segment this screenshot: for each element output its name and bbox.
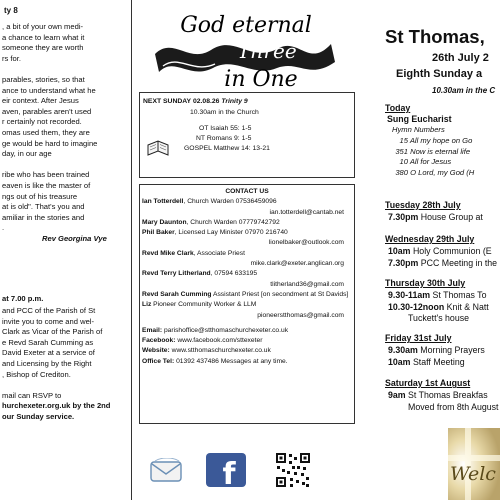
contact-role: Assistant Priest	[211, 290, 260, 298]
contact-role: , Associate Priest	[193, 249, 245, 257]
contact-person	[140, 269, 354, 279]
reading-book: NT	[196, 135, 205, 142]
event-line: mail can RSVP to	[2, 390, 62, 400]
reading-book: OT	[199, 125, 209, 132]
logo-text-2: Three	[237, 39, 297, 63]
contact-name: Ian Totterdell	[142, 198, 184, 206]
event-line: e Revd Sarah Cumming as	[2, 337, 94, 347]
contact-role: ,	[210, 270, 213, 278]
reflection-line: eir context. After Jesus	[2, 96, 79, 106]
contact-person	[140, 290, 354, 300]
event-line: , Bishop of Crediton.	[2, 369, 71, 379]
service-time: 10.30am in the C	[432, 86, 496, 95]
next-sunday-title: Trinity 9	[221, 98, 248, 105]
welcome-graphic	[448, 428, 500, 500]
reflection-line: someone they are worth	[2, 43, 84, 53]
event-line: hurchexeter.org.uk by the 2nd	[2, 401, 111, 411]
today-service	[387, 114, 452, 124]
hymn-number: 10	[399, 157, 408, 166]
reflection-line: , a bit of your own medi-	[2, 22, 84, 31]
website-label: Website:	[142, 347, 170, 355]
reflection-line: parables, stories, so that	[2, 75, 85, 84]
reflection-line: ge would be hard to imagine	[2, 138, 98, 148]
reflection-line: omas used them, they are	[2, 128, 90, 137]
contact-person	[140, 197, 354, 207]
contact-name: Revd Sarah Cumming	[142, 290, 212, 298]
reading-book: GOSPEL	[184, 145, 212, 152]
hymn-row	[388, 168, 474, 177]
reading-row	[184, 145, 270, 152]
email-icon[interactable]	[149, 458, 185, 484]
signature: Rev Georgina Vye	[42, 234, 107, 243]
event-text: Staff Meeting	[410, 356, 465, 367]
event-text: House Group at	[418, 212, 483, 222]
event-line: and PCC of the Parish of St	[2, 306, 96, 315]
event-line: Clark as Vicar of the Parish of	[2, 327, 103, 337]
contact-person	[140, 228, 354, 238]
event-row	[388, 302, 489, 312]
office-phone: 01392 437486 Messages at any time.	[176, 357, 288, 365]
reflection-line: a chance to learn what it	[2, 32, 85, 42]
reflection-line: .	[2, 223, 5, 233]
next-sunday-date: 02.08.26	[192, 98, 220, 105]
service-date: 26th July 2	[432, 52, 489, 64]
hymn-title: All for Jesus	[409, 157, 452, 166]
reading-ref: Isaiah 55: 1-5	[210, 125, 252, 132]
day-heading: Tuesday 28th July	[385, 200, 461, 210]
reflection-line: ance to understand what he	[2, 85, 96, 95]
church-name: St Thomas,	[385, 26, 485, 47]
event-row	[388, 345, 485, 355]
contact-name: Revd Mike Clark	[142, 249, 194, 257]
event-row	[388, 212, 483, 222]
bible-icon	[146, 137, 170, 159]
hymn-row	[388, 147, 470, 156]
facebook-label: Facebook:	[142, 337, 176, 345]
reflection-line: eaven is like the master of	[2, 181, 91, 190]
event-text: Holy Communion (E	[410, 246, 492, 256]
contact-name: Mary Daunton	[142, 218, 187, 226]
hymn-number: 351	[395, 146, 408, 156]
email-link[interactable]: parishoffice@stthomaschurchexeter.co.uk	[163, 326, 289, 334]
event-line: our Sunday service.	[2, 412, 75, 421]
contact-box	[139, 184, 355, 424]
contact-phone: 07536459096	[235, 198, 277, 206]
facebook-icon[interactable]	[205, 452, 247, 488]
reflection-line: ngs out of his treasure	[2, 191, 78, 201]
reflection-line: rs for.	[2, 53, 21, 63]
contact-name: Revd Terry Litherland	[142, 270, 211, 278]
reflection-line: ribe who has been trained	[2, 170, 90, 180]
contact-phone: [on secondment at St Davids]	[260, 290, 349, 298]
today-heading: Today	[385, 103, 411, 113]
hymn-title: Now is eternal life	[410, 146, 471, 156]
contact-person	[140, 249, 354, 259]
next-sunday-box	[139, 92, 355, 178]
event-row	[388, 246, 492, 256]
event-time: 10am	[388, 356, 411, 367]
event-time: 9.30-11am	[388, 290, 431, 300]
hymns-label: Hymn Numbers	[392, 125, 445, 134]
contact-email[interactable]: ian.totterdell@cantab.net	[269, 208, 344, 216]
logo-text-3: in One	[224, 67, 298, 91]
hymn-title: All my hope on Go	[409, 136, 473, 145]
contact-phone: 07594 633195	[214, 270, 258, 278]
contact-email[interactable]: lionelbaker@outlook.com	[268, 239, 344, 247]
contact-name: Phil Baker	[142, 229, 175, 237]
website-link[interactable]: www.stthomaschurchexeter.co.uk	[171, 347, 271, 355]
logo-text-1: God eternal	[180, 13, 312, 38]
event-line: David Exeter at a service of	[2, 348, 95, 358]
office-label: Office Tel:	[142, 357, 175, 365]
event-text: Knit & Natt	[444, 301, 489, 312]
welcome-text: Welc	[450, 463, 496, 485]
hymn-row	[388, 136, 472, 145]
event-line: and Licensing by the Right	[2, 359, 92, 368]
reflection-line: aven, parables aren't used	[2, 106, 92, 116]
today-section	[385, 103, 410, 113]
event-heading: at 7.00 p.m.	[2, 294, 44, 303]
event-text: PCC Meeting in the	[418, 257, 498, 268]
event-text: St Thomas To	[430, 290, 487, 300]
hymn-title: O Lord, my God (H	[410, 167, 475, 177]
event-time: 10.30-12noon	[388, 301, 445, 312]
left-heading: ty 8	[4, 6, 18, 15]
sunday-title: Eighth Sunday a	[396, 68, 483, 80]
contact-person	[140, 218, 354, 228]
reflection-line: amiliar in the stories and	[2, 212, 85, 222]
reading-row	[199, 125, 251, 132]
hymn-row	[388, 157, 451, 166]
contact-phone: 07970 216740	[244, 229, 288, 237]
reading-ref: Romans 9: 1-5	[206, 135, 252, 142]
facebook-link[interactable]: www.facebook.com/sttexeter	[177, 337, 263, 345]
reading-ref: Matthew 14: 13-21	[213, 145, 270, 152]
sung-eucharist: Sung Eucharist	[387, 114, 452, 124]
middle-column	[131, 0, 360, 500]
event-text: Tuckett's house	[408, 313, 470, 323]
contact-email[interactable]: tlitherland36@gmail.com	[270, 280, 344, 288]
event-time: 7.30pm	[388, 257, 419, 268]
contact-person	[140, 300, 354, 310]
contact-title: CONTACT US	[225, 188, 269, 195]
email-label: Email:	[142, 326, 163, 334]
event-row	[388, 390, 488, 400]
contact-role: , Church Warden	[186, 218, 237, 226]
svg-text:f: f	[222, 457, 236, 488]
event-line: invite you to come and wel-	[2, 316, 95, 326]
day-heading: Friday 31st July	[385, 333, 452, 343]
hymn-number: 380	[395, 167, 408, 177]
day-heading: Thursday 30th July	[385, 278, 466, 288]
contact-email[interactable]: mike.clark@exeter.anglican.org	[250, 260, 344, 268]
event-row	[408, 313, 469, 323]
qr-code-icon[interactable]	[275, 452, 311, 488]
reflection-line: day, in our age	[2, 149, 52, 159]
reflection-line: r certainly not recorded.	[2, 117, 82, 127]
event-text: Morning Prayers	[417, 345, 485, 355]
next-sunday-label: NEXT SUNDAY	[143, 98, 192, 105]
contact-name: Liz	[142, 301, 152, 309]
day-heading: Wednesday 29th July	[385, 234, 475, 244]
event-time: 10am	[388, 246, 411, 256]
right-column	[360, 0, 500, 500]
contact-role: , Church Warden	[183, 198, 234, 206]
next-sunday-place: 10.30am in the Church	[190, 109, 259, 116]
event-row	[388, 357, 465, 367]
event-row	[388, 258, 497, 268]
event-text: St Thomas Breakfas	[405, 390, 488, 400]
god-eternal-logo	[149, 6, 344, 91]
contact-role: , Licensed Lay Minister	[174, 229, 244, 237]
reading-row	[196, 135, 251, 142]
event-time: 9.30am	[388, 345, 418, 355]
left-column	[0, 0, 132, 500]
contact-email[interactable]: pioneerstthomas@gmail.com	[257, 311, 344, 319]
contact-phone: 07779742792	[238, 218, 280, 226]
event-time: 9am	[388, 390, 406, 400]
event-row	[388, 290, 486, 300]
contact-icons	[139, 450, 353, 490]
day-heading: Saturday 1st August	[385, 378, 471, 388]
hymn-number: 15	[399, 136, 408, 145]
event-row	[408, 402, 498, 412]
contact-role: Pioneer Community Worker & LLM	[151, 301, 257, 309]
contact-people	[140, 197, 354, 321]
event-text: Moved from 8th August	[408, 401, 499, 412]
reflection-line: at is old". That's you and	[2, 202, 85, 212]
event-time: 7.30pm	[388, 212, 419, 222]
